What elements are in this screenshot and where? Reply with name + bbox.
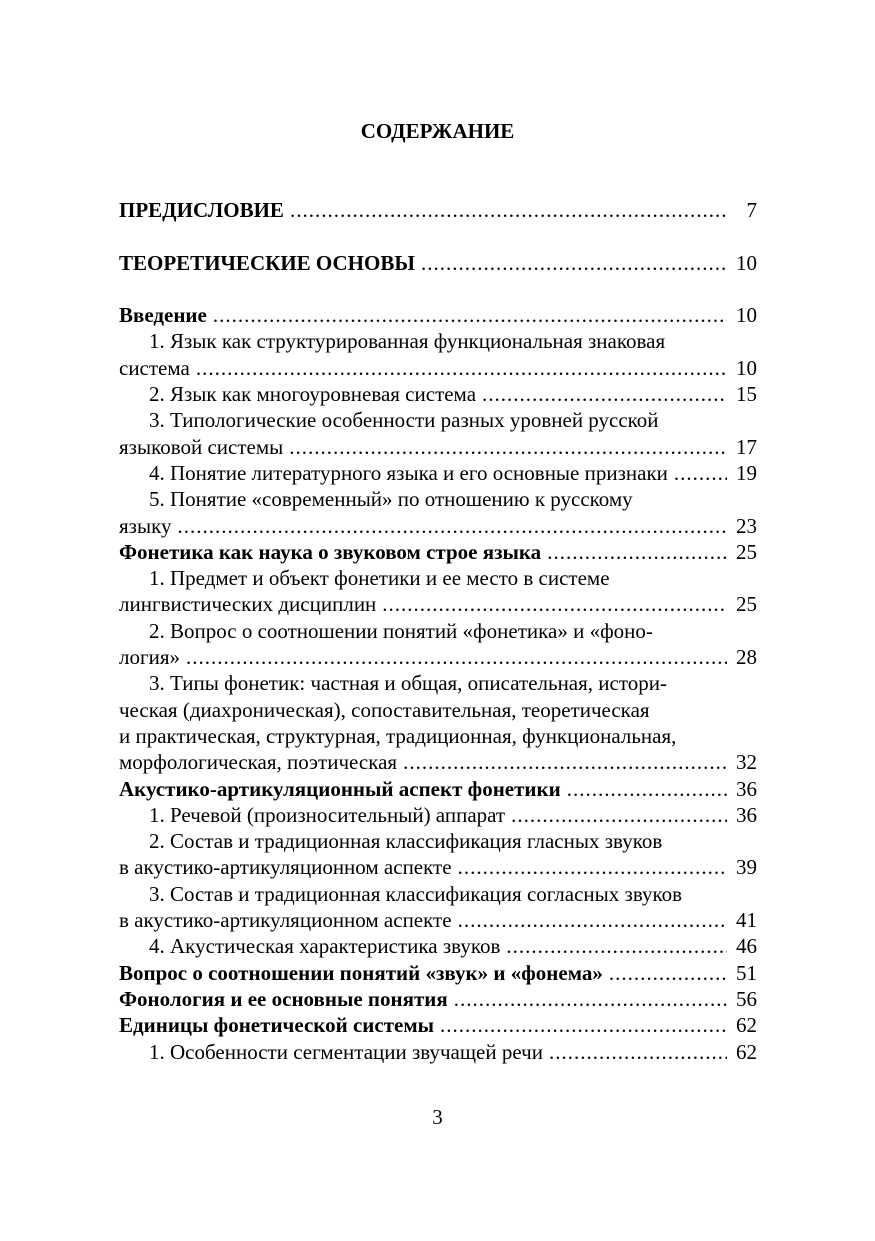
leader-dots: [458, 854, 727, 880]
leader-dots: [674, 460, 727, 486]
toc-entry-phonetics-2[interactable]: [119, 618, 757, 671]
toc-entry-page: 7: [746, 198, 757, 222]
toc-entry-page: 15: [736, 382, 757, 407]
leader-dots: [609, 960, 727, 986]
toc-entry-sound-phoneme[interactable]: [119, 960, 757, 986]
toc-entry-units-1[interactable]: [119, 1039, 757, 1065]
toc-entry-title: 2. Язык как многоуровневая система: [149, 382, 477, 407]
leader-dots: [186, 644, 727, 670]
toc-entry-title: Введение: [119, 303, 207, 328]
page-number: 3: [432, 1105, 443, 1129]
toc-entry-title: в акустико-артикуляционном аспекте: [119, 855, 452, 880]
leader-dots: [382, 591, 727, 617]
toc-entry-title: языковой системы: [119, 434, 284, 459]
toc-entry-line: 5. Понятие «современный» по отношению к русскому: [149, 487, 633, 512]
toc-entry-line: 3. Типологические особенности разных уровней русской: [149, 408, 659, 433]
toc-entry-page: 39: [736, 855, 757, 880]
toc-entry-line: ческая (диахроническая), сопоставительная, теоретическая: [119, 697, 650, 722]
toc-entry-title: лингвистических дисциплин: [119, 592, 377, 617]
toc-entry-phonetics-1[interactable]: [119, 565, 757, 618]
toc-entry-intro[interactable]: [119, 302, 757, 328]
toc-entry-page: 56: [736, 986, 757, 1011]
toc-entry-title: морфологическая, поэтическая: [119, 750, 398, 775]
leader-dots: [290, 197, 727, 223]
toc-entry-line: 2. Вопрос о соотношении понятий «фонетика» и «фоно-: [149, 618, 653, 643]
toc-entry-intro-2[interactable]: [119, 381, 757, 407]
toc-entry-title: Фонетика как наука о звуковом строе языка: [119, 539, 542, 564]
toc-entry-acoustic-4[interactable]: [119, 933, 757, 959]
leader-dots: [440, 1012, 727, 1038]
toc-entry-line: 2. Состав и традиционная классификация гласных звуков: [149, 829, 663, 854]
leader-dots: [289, 434, 727, 460]
toc-entry-title: 1. Особенности сегментации звучащей речи: [149, 1039, 543, 1064]
toc-entry-title: ПРЕДИСЛОВИЕ: [119, 198, 284, 222]
toc-entry-phonetics-3[interactable]: [119, 670, 757, 775]
leader-dots: [547, 539, 727, 565]
toc-entry-page: 36: [736, 776, 757, 801]
toc-entry-line: 3. Типы фонетик: частная и общая, описательная, истори-: [149, 671, 667, 696]
toc-entry-acoustic-1[interactable]: [119, 802, 757, 828]
leader-dots: [506, 933, 727, 959]
toc-entry-theory[interactable]: [119, 250, 757, 276]
toc-entry-title: 1. Речевой (произносительный) аппарат: [149, 802, 506, 827]
toc-entry-title: Единицы фонетической системы: [119, 1013, 435, 1038]
toc-entry-page: 10: [736, 250, 757, 275]
toc-entry-page: 25: [736, 539, 757, 564]
leader-dots: [482, 381, 727, 407]
leader-dots: [549, 1039, 727, 1065]
toc-entry-intro-5[interactable]: [119, 486, 757, 539]
toc-entry-title: 4. Акустическая характеристика звуков: [149, 934, 501, 959]
page-title: СОДЕРЖАНИЕ: [360, 119, 515, 143]
toc-entry-page: 32: [736, 750, 757, 775]
toc-entry-page: 62: [736, 1039, 757, 1064]
toc-entry-page: 46: [736, 934, 757, 959]
toc-entry-page: 28: [736, 645, 757, 670]
toc-entry-title: система: [119, 355, 190, 380]
toc-entry-title: логия»: [119, 645, 180, 670]
toc-entry-title: Фонология и ее основные понятия: [119, 986, 448, 1011]
toc-entry-page: 41: [736, 908, 757, 933]
toc-entry-page: 36: [736, 802, 757, 827]
toc-entry-page: 10: [736, 355, 757, 380]
toc-entry-intro-4[interactable]: [119, 460, 757, 486]
leader-dots: [213, 302, 727, 328]
toc-entry-page: 51: [736, 960, 757, 985]
leader-dots: [421, 250, 727, 276]
table-of-contents: [119, 197, 757, 1065]
toc-entry-acoustic-3[interactable]: [119, 881, 757, 934]
toc-entry-title: языку: [119, 513, 172, 538]
toc-entry-page: 19: [736, 460, 757, 485]
toc-entry-preface[interactable]: [119, 197, 757, 223]
toc-entry-page: 25: [736, 592, 757, 617]
toc-entry-title: Акустико-артикуляционный аспект фонетики: [119, 776, 561, 801]
leader-dots: [511, 802, 727, 828]
toc-entry-phonology[interactable]: [119, 986, 757, 1012]
leader-dots: [177, 513, 727, 539]
toc-entry-page: 62: [736, 1013, 757, 1038]
toc-entry-line: 3. Состав и традиционная классификация согласных звуков: [149, 881, 683, 906]
leader-dots: [196, 355, 727, 381]
leader-dots: [403, 749, 727, 775]
toc-entry-intro-1[interactable]: [119, 328, 757, 381]
leader-dots: [567, 776, 727, 802]
toc-entry-title: ТЕОРЕТИЧЕСКИЕ ОСНОВЫ: [119, 250, 415, 275]
toc-entry-intro-3[interactable]: [119, 407, 757, 460]
toc-entry-line: 1. Предмет и объект фонетики и ее место в системе: [149, 566, 610, 591]
toc-entry-acoustic[interactable]: [119, 776, 757, 802]
leader-dots: [458, 907, 727, 933]
toc-entry-units[interactable]: [119, 1012, 757, 1038]
leader-dots: [454, 986, 727, 1012]
toc-entry-phonetics[interactable]: [119, 539, 757, 565]
toc-entry-line: 1. Язык как структурированная функциональная знаковая: [149, 329, 666, 354]
toc-entry-title: 4. Понятие литературного языка и его основные признаки: [149, 460, 668, 485]
toc-entry-acoustic-2[interactable]: [119, 828, 757, 881]
toc-entry-page: 17: [736, 434, 757, 459]
toc-entry-title: в акустико-артикуляционном аспекте: [119, 908, 452, 933]
toc-entry-title: Вопрос о соотношении понятий «звук» и «фонема»: [119, 960, 603, 985]
toc-entry-page: 23: [736, 513, 757, 538]
toc-entry-page: 10: [736, 303, 757, 328]
toc-entry-line: и практическая, структурная, традиционная, функциональная,: [119, 723, 677, 748]
